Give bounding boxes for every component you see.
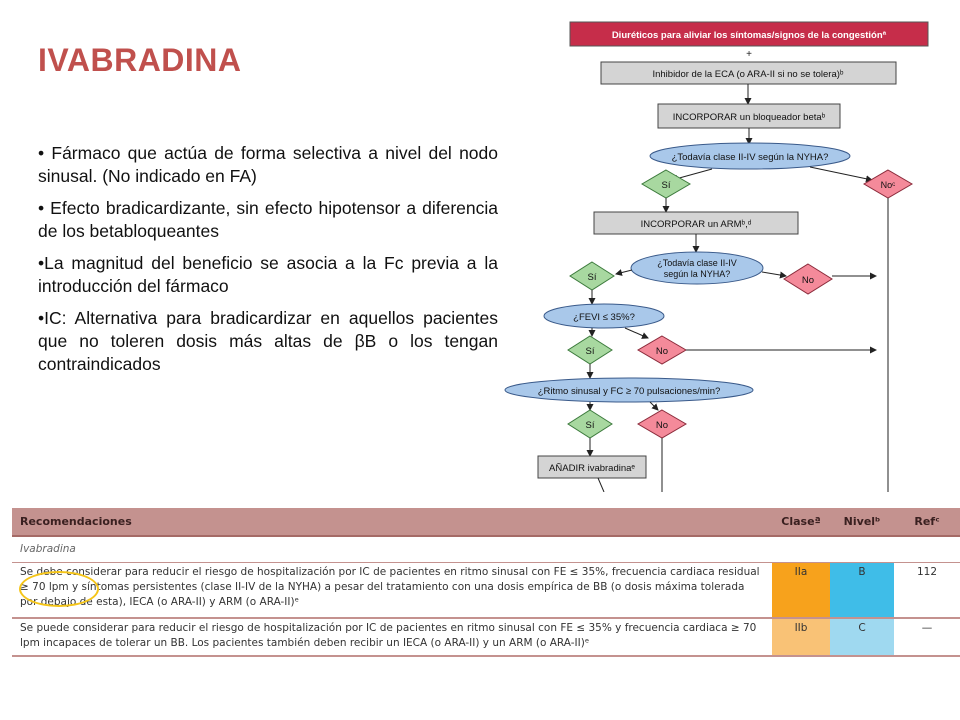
nyha-question-2-label-2: según la NYHA? <box>663 269 731 279</box>
beta-blocker-box-label: INCORPORAR un bloqueador betaᵇ <box>672 112 826 123</box>
nyha-question-1-label: ¿Todavía clase II-IV según la NYHA? <box>671 152 829 163</box>
nyha-question-2-label-1: ¿Todavía clase II-IV <box>657 258 737 268</box>
no-label-c: Noᶜ <box>880 180 896 190</box>
section-row <box>12 536 960 562</box>
treatment-flowchart <box>500 12 960 492</box>
ivabradine-box-label: AÑADIR ivabradinaᵉ <box>549 463 635 474</box>
header-ref: Refᶜ <box>894 508 960 536</box>
yes-label-3: Sí <box>585 346 595 357</box>
recommendation-text: Se puede considerar para reducir el riesgo de hospitalización por IC de pacientes en ritmo sinusal con FE ≤ 35% y frecuencia cardiaca ≥ 70 lpm incapaces de tolerar un BB. Los pacientes también deben recibir un IECA (o ARA-II) y un ARM (o ARA-II)ᵉ <box>12 618 772 656</box>
slide-title: IVABRADINA <box>38 42 242 78</box>
section-label: Ivabradina <box>12 536 960 562</box>
ref-cell: — <box>894 618 960 656</box>
plus-sign: + <box>746 49 752 60</box>
bullet-item: •IC: Alternativa para bradicardizar en aquellos pacientes que no toleren dosis más altas de βB o los tengan contraindicados <box>38 308 498 374</box>
yes-label-1: Sí <box>661 180 671 191</box>
header-level: Nivelᵇ <box>830 508 894 536</box>
level-cell: C <box>830 618 894 656</box>
sinus-rhythm-question-label: ¿Ritmo sinusal y FC ≥ 70 pulsaciones/min? <box>537 386 721 397</box>
yes-label-2: Sí <box>587 272 597 283</box>
ref-cell: 112 <box>894 562 960 618</box>
bullet-item: • Fármaco que actúa de forma selectiva a nivel del nodo sinusal. (No indicado en FA) <box>38 143 498 186</box>
class-cell: IIa <box>772 562 830 618</box>
table-header-row <box>12 508 960 536</box>
bullet-item: • Efecto bradicardizante, sin efecto hipotensor a diferencia de los betabloqueantes <box>38 198 498 241</box>
yes-label-4: Sí <box>585 420 595 431</box>
diuretics-box-label: Diuréticos para aliviar los síntomas/signos de la congestiónª <box>611 30 887 41</box>
class-cell: IIb <box>772 618 830 656</box>
bullet-item: •La magnitud del beneficio se asocia a la Fc previa a la introducción del fármaco <box>38 253 498 296</box>
fevi-question-label: ¿FEVI ≤ 35%? <box>573 312 635 323</box>
no-label-2: No <box>801 275 815 286</box>
bullet-list <box>38 142 498 385</box>
level-cell: B <box>830 562 894 618</box>
no-label-4: No <box>655 420 669 431</box>
no-label-3: No <box>655 346 669 357</box>
arm-box-label: INCORPORAR un ARMᵇ,ᵈ <box>640 219 752 230</box>
highlight-circle <box>19 571 99 607</box>
header-recommendations: Recomendaciones <box>12 508 772 536</box>
recommendation-text: Se debe considerar para reducir el riesgo de hospitalización por IC de pacientes en ritmo sinusal con FE ≤ 35%, frecuencia cardiaca residual ≥ 70 lpm y síntomas persistentes (clase II-IV de la NYHA) a pesar del tratamiento con una dosis empírica de BB (o dosis máxima tolerada por debajo de esta), IECA (o ARA-II) y ARM (o ARA-II)ᵉ <box>12 562 772 618</box>
eca-box-label: Inhibidor de la ECA (o ARA-II si no se tolera)ᵇ <box>652 69 844 80</box>
recommendations-table <box>12 508 960 657</box>
table-row <box>12 562 960 618</box>
header-class: Claseª <box>772 508 830 536</box>
nyha-question-2 <box>631 252 763 284</box>
table-row <box>12 618 960 656</box>
